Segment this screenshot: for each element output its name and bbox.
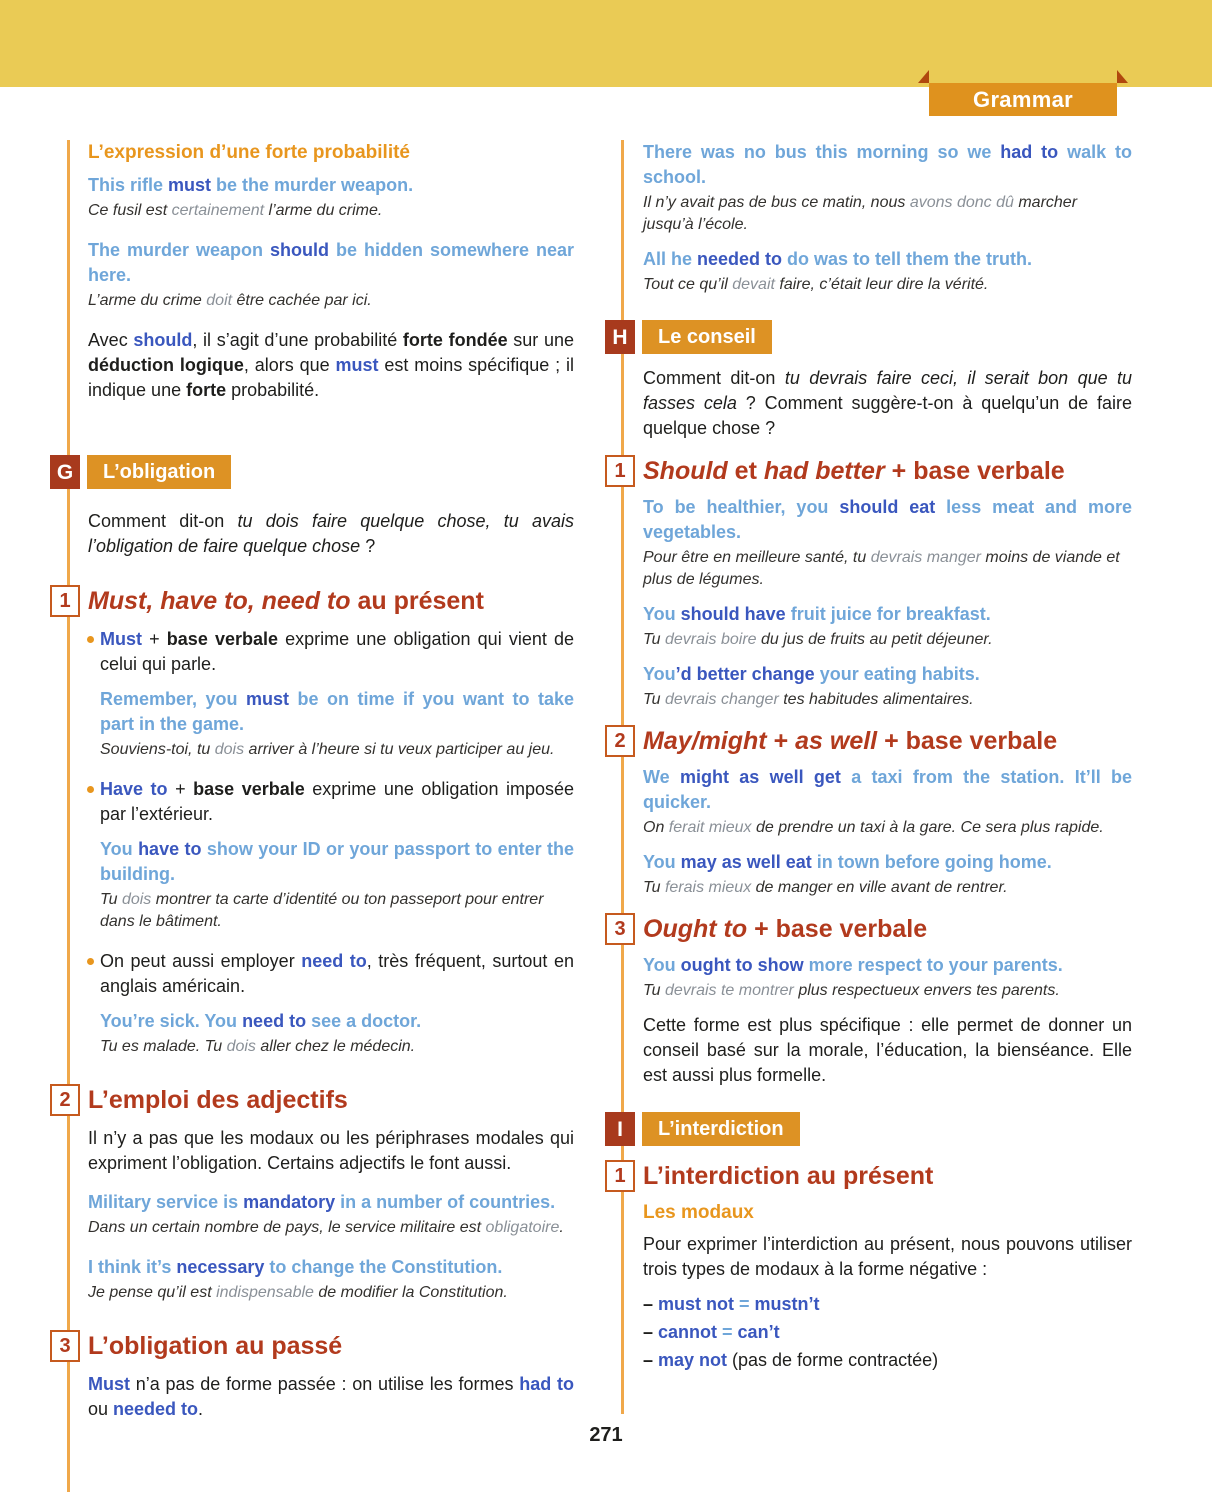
french-translation	[643, 274, 1132, 296]
section-letter: G	[50, 455, 80, 489]
text-segment: ? Comment suggère-t-on à quelqu’un de faire quelque chose ?	[643, 393, 1133, 438]
text-segment: your eating habits.	[814, 664, 980, 684]
text-segment: mandatory	[243, 1192, 336, 1212]
text-segment: .	[198, 1399, 204, 1419]
text-segment: =	[717, 1322, 738, 1342]
paragraph	[50, 1126, 574, 1176]
text-segment: ou	[88, 1399, 114, 1419]
example-block	[50, 173, 574, 222]
text-segment: ferais mieux	[664, 879, 752, 896]
text-segment: dois	[226, 1038, 256, 1055]
english-sentence	[643, 140, 1132, 190]
text-segment: Avec	[88, 330, 134, 350]
text-segment: more respect to your parents.	[803, 955, 1063, 975]
text-segment: L’arme du crime	[88, 292, 207, 309]
section-header	[605, 320, 1132, 354]
text-segment: montrer ta carte d’identité ou ton passeport pour entrer dans le bâtiment.	[100, 891, 544, 930]
text-segment: Ce fusil est	[88, 202, 172, 219]
text-segment: , très fréquent, surtout en anglais américain.	[100, 951, 574, 996]
english-sentence	[643, 602, 1132, 627]
text-segment: exprime une obligation imposée par l’extérieur.	[100, 779, 575, 824]
paragraph	[605, 1013, 1132, 1088]
text-segment: You	[643, 955, 681, 975]
text-segment: probabilité.	[226, 380, 320, 400]
text-segment: see a doctor.	[306, 1011, 422, 1031]
text-segment: exprime une obligation qui vient de celui qui parle.	[100, 629, 575, 674]
text-segment: You	[643, 852, 681, 872]
text-segment: +	[766, 727, 796, 755]
text-segment: Remember, you	[100, 689, 247, 709]
text-segment: Il n’y a pas que les modaux ou les périphrases modales qui expriment l’obligation. Certains adjectifs le font aussi.	[88, 1128, 574, 1173]
subheading	[50, 1084, 574, 1116]
french-translation	[100, 1036, 574, 1058]
text-segment: must not	[658, 1294, 735, 1314]
example-block	[605, 662, 1132, 711]
text-segment: =	[734, 1294, 755, 1314]
text-segment: All he	[643, 249, 698, 269]
subheading-number: 3	[50, 1330, 80, 1362]
grammar-tab	[929, 83, 1117, 116]
text-segment: must	[335, 355, 379, 375]
text-segment: arriver à l’heure si tu veux participer au jeu.	[244, 741, 555, 758]
french-translation	[88, 1282, 574, 1304]
french-translation	[88, 1217, 574, 1239]
text-segment: tu dois faire quelque chose, tu avais l’obligation de faire quelque chose	[88, 511, 574, 556]
text-segment: devrais boire	[664, 631, 757, 648]
list-item	[643, 1292, 1132, 1317]
text-segment: be hidden somewhere near here.	[88, 240, 574, 285]
paragraph	[50, 328, 574, 403]
example-block	[50, 1009, 574, 1058]
english-sentence	[88, 1190, 574, 1215]
english-sentence	[643, 765, 1132, 815]
subheading-title	[88, 586, 484, 616]
text-segment: est moins spécifique ; il indique une	[88, 355, 574, 400]
english-sentence	[643, 495, 1132, 545]
text-segment: aller chez le médecin.	[255, 1038, 416, 1055]
text-segment: I think it’s	[88, 1257, 177, 1277]
page-number: 271	[589, 1424, 623, 1446]
text-segment: as well	[795, 727, 878, 755]
english-sentence	[643, 662, 1132, 687]
text-segment: faire, c’était leur dire la vérité.	[774, 276, 989, 293]
list-item	[643, 1320, 1132, 1345]
example-block	[50, 238, 574, 312]
section-title: L’interdiction	[642, 1112, 800, 1146]
text-segment: ’d better change	[675, 664, 815, 684]
text-segment: devait	[732, 276, 775, 293]
text-segment: + base verbale	[884, 457, 1065, 485]
text-segment: base verbale	[193, 779, 305, 799]
text-segment: base verbale	[166, 629, 279, 649]
section-letter: H	[605, 320, 635, 354]
text-segment: walk to school.	[643, 142, 1132, 187]
paragraph	[50, 1372, 574, 1422]
french-translation	[643, 192, 1132, 236]
french-translation	[643, 980, 1132, 1002]
text-segment: , il s’agit d’une probabilité	[192, 330, 403, 350]
text-segment: L’emploi des adjectifs	[88, 1086, 348, 1114]
text-segment: être cachée par ici.	[232, 292, 372, 309]
text-segment: needed to	[697, 249, 783, 269]
subheading-title	[88, 1331, 342, 1361]
text-segment: Tu es malade. Tu	[100, 1038, 227, 1055]
text-segment: Pour exprimer l’interdiction au présent, nous pouvons utiliser trois types de modaux à la forme négative :	[643, 1234, 1132, 1279]
text-segment: must	[246, 689, 290, 709]
subheading-number: 2	[605, 725, 635, 757]
bullet-dot-icon	[87, 636, 94, 643]
example-block	[605, 953, 1132, 1002]
text-segment: Comment dit-on	[88, 511, 238, 531]
text-segment: had better	[763, 457, 885, 485]
subheading-title	[643, 456, 1065, 486]
bullet-text	[100, 951, 574, 996]
example-block	[605, 850, 1132, 899]
bullet-dot-icon	[87, 786, 94, 793]
text-segment: On	[643, 819, 669, 836]
text-segment: Il n’y avait pas de bus ce matin, nous	[643, 194, 910, 211]
text-segment: should	[133, 330, 193, 350]
text-segment: To be healthier, you	[643, 497, 840, 517]
text-segment: to change the Constitution.	[264, 1257, 503, 1277]
text-segment: show your ID or your passport to enter the building.	[100, 839, 574, 884]
text-segment: obligatoire	[485, 1219, 560, 1236]
paragraph	[605, 1232, 1132, 1282]
french-translation	[100, 739, 574, 761]
french-translation	[643, 629, 1132, 651]
top-band	[0, 0, 1212, 87]
example-block	[50, 1190, 574, 1239]
text-segment: On peut aussi employer	[100, 951, 302, 971]
text-segment: Comment dit-on	[643, 368, 785, 388]
section-title: Le conseil	[642, 320, 772, 354]
english-sentence	[88, 238, 574, 288]
text-segment: plus respectueux envers tes parents.	[793, 982, 1060, 999]
english-sentence	[100, 687, 574, 737]
subheading	[605, 1160, 1132, 1192]
text-segment: tu devrais faire ceci, il serait bon que tu fasses cela	[643, 368, 1132, 413]
text-segment: L’interdiction au présent	[643, 1162, 934, 1190]
text-segment: forte	[186, 380, 227, 400]
english-sentence	[643, 850, 1132, 875]
text-segment: Souviens-toi, tu	[100, 741, 215, 758]
subheading-title	[643, 1161, 933, 1191]
text-segment: (pas de forme contractée)	[727, 1350, 939, 1370]
text-segment: Dans un certain nombre de pays, le service militaire est	[88, 1219, 486, 1236]
section-header	[50, 455, 574, 489]
text-segment: marcher jusqu’à l’école.	[643, 194, 1078, 233]
text-segment: Should	[643, 457, 728, 485]
subheading-number: 1	[605, 1160, 635, 1192]
text-segment: should	[269, 240, 329, 260]
french-translation	[643, 547, 1132, 591]
text-segment: be on time if you want to take part in the game.	[100, 689, 574, 734]
french-translation	[643, 689, 1132, 711]
text-segment: tes habitudes alimentaires.	[778, 691, 974, 708]
text-segment: –	[643, 1322, 659, 1342]
subheading-title	[88, 1085, 348, 1115]
subheading	[605, 913, 1132, 945]
text-segment: Military service is	[88, 1192, 244, 1212]
text-segment: déduction logique	[88, 355, 244, 375]
text-segment: , alors que	[243, 355, 336, 375]
text-segment: necessary	[176, 1257, 265, 1277]
subheading	[605, 725, 1132, 757]
text-segment: Have to	[100, 779, 168, 799]
text-segment: Tu	[100, 891, 122, 908]
text-segment: should eat	[839, 497, 936, 517]
subheading-number: 1	[605, 455, 635, 487]
example-block	[50, 687, 574, 761]
text-segment: + base verbale	[877, 727, 1058, 755]
example-block	[605, 140, 1132, 236]
text-segment: Cette forme est plus spécifique : elle permet de donner un conseil basé sur la morale, l’éducation, la bienséance. Elle est aussi plus formelle.	[643, 1015, 1132, 1085]
text-segment: certainement	[171, 202, 265, 219]
text-segment: Tu	[643, 631, 665, 648]
text-segment: ought to show	[680, 955, 804, 975]
text-segment: mustn’t	[754, 1294, 820, 1314]
french-translation	[100, 889, 574, 933]
text-segment: devrais te montrer	[664, 982, 794, 999]
text-segment: had to	[1000, 142, 1059, 162]
example-block	[605, 765, 1132, 839]
text-segment: Tu	[643, 982, 665, 999]
text-segment: de modifier la Constitution.	[313, 1284, 508, 1301]
text-segment: should have	[680, 604, 786, 624]
text-segment: L’obligation au passé	[88, 1332, 343, 1360]
text-segment: ferait mieux	[668, 819, 752, 836]
text-segment: must	[168, 175, 212, 195]
section-title: L’obligation	[87, 455, 231, 489]
text-segment: de manger en ville avant de rentrer.	[751, 879, 1008, 896]
bullet-item	[50, 777, 574, 827]
text-segment: This rifle	[88, 175, 169, 195]
text-segment: cannot	[658, 1322, 718, 1342]
text-segment: less meat and more vegetables.	[643, 497, 1132, 542]
text-segment: dois	[214, 741, 245, 758]
text-segment: in a number of countries.	[335, 1192, 556, 1212]
text-segment: forte fondée	[402, 330, 508, 350]
text-segment: Je pense qu’il est	[88, 1284, 217, 1301]
mini-heading: Les modaux	[643, 1202, 754, 1223]
text-segment: Tout ce qu’il	[643, 276, 733, 293]
text-segment: needed to	[113, 1399, 199, 1419]
text-segment: sur une	[507, 330, 574, 350]
text-segment: au présent	[350, 587, 484, 615]
example-block	[605, 247, 1132, 296]
example-block	[605, 602, 1132, 651]
grammar-tab-label: Grammar	[973, 86, 1073, 112]
text-segment: dois	[121, 891, 152, 908]
text-segment: .	[559, 1219, 564, 1236]
text-segment: The murder weapon	[88, 240, 270, 260]
example-block	[50, 837, 574, 933]
section-header	[605, 1112, 1132, 1146]
text-segment: Ought to	[643, 915, 748, 943]
text-segment: You	[643, 604, 681, 624]
lead-heading: L’expression d’une forte probabilité	[88, 142, 410, 163]
english-sentence	[88, 1255, 574, 1280]
bullet-dot-icon	[87, 958, 94, 965]
french-translation	[88, 290, 574, 312]
french-translation	[643, 877, 1132, 899]
text-segment: devrais manger	[870, 549, 981, 566]
text-segment: Tu	[643, 691, 665, 708]
text-segment: et	[727, 457, 764, 485]
english-sentence	[643, 247, 1132, 272]
subheading	[50, 585, 574, 617]
left-column	[50, 140, 574, 1436]
bullet-item	[50, 627, 574, 677]
text-segment: can’t	[737, 1322, 780, 1342]
text-segment: doit	[206, 292, 233, 309]
example-block	[50, 1255, 574, 1304]
bullet-item	[50, 949, 574, 999]
text-segment: Tu	[643, 879, 665, 896]
text-segment: n’a pas de forme passée : on utilise les formes	[130, 1374, 520, 1394]
text-segment: do was to tell them the truth.	[782, 249, 1033, 269]
text-segment: Must, have to, need to	[88, 587, 351, 615]
paragraph	[605, 366, 1132, 441]
text-segment: may as well eat	[680, 852, 812, 872]
text-segment: moins de viande et plus de légumes.	[643, 549, 1120, 588]
text-segment: might as well get	[679, 767, 841, 787]
text-segment: du jus de fruits au petit déjeuner.	[756, 631, 993, 648]
list-item	[643, 1348, 1132, 1373]
text-segment: need to	[242, 1011, 307, 1031]
text-segment: l’arme du crime.	[264, 202, 383, 219]
text-segment: May/might	[643, 727, 767, 755]
text-segment: Must	[100, 629, 142, 649]
english-sentence	[100, 837, 574, 887]
text-segment: had to	[519, 1374, 574, 1394]
text-segment: have to	[138, 839, 202, 859]
text-segment: There was no bus this morning so we	[643, 142, 1001, 162]
text-segment: + base verbale	[747, 915, 928, 943]
subheading-title	[643, 726, 1057, 756]
text-segment: may not	[658, 1350, 728, 1370]
text-segment: You’re sick. You	[100, 1011, 243, 1031]
subheading	[605, 455, 1132, 487]
text-segment: Pour être en meilleure santé, tu	[643, 549, 871, 566]
right-column	[605, 140, 1132, 1376]
text-segment: We	[643, 767, 680, 787]
subheading-title	[643, 914, 927, 944]
example-block	[605, 495, 1132, 591]
text-segment: Must	[88, 1374, 130, 1394]
text-segment: You	[643, 664, 676, 684]
french-translation	[88, 200, 574, 222]
text-segment: fruit juice for breakfast.	[785, 604, 991, 624]
paragraph	[50, 509, 574, 559]
text-segment: de prendre un taxi à la gare. Ce sera plus rapide.	[751, 819, 1104, 836]
subheading-number: 2	[50, 1084, 80, 1116]
modal-list	[605, 1292, 1132, 1373]
section-letter: I	[605, 1112, 635, 1146]
text-segment: need to	[301, 951, 367, 971]
text-segment: a taxi from the station. It’ll be quicker.	[643, 767, 1133, 812]
text-segment: indispensable	[216, 1284, 314, 1301]
english-sentence	[643, 953, 1132, 978]
bullet-text	[100, 629, 574, 674]
subheading	[50, 1330, 574, 1362]
text-segment: +	[167, 779, 194, 799]
text-segment: be the murder weapon.	[211, 175, 414, 195]
text-segment: +	[142, 629, 167, 649]
subheading-number: 1	[50, 585, 80, 617]
subheading-number: 3	[605, 913, 635, 945]
french-translation	[643, 817, 1132, 839]
english-sentence	[88, 173, 574, 198]
text-segment: devrais changer	[664, 691, 779, 708]
text-segment: in town before going home.	[811, 852, 1052, 872]
text-segment: –	[643, 1350, 659, 1370]
text-segment: –	[643, 1294, 659, 1314]
bullet-text	[100, 779, 574, 824]
english-sentence	[100, 1009, 574, 1034]
text-segment: avons donc dû	[909, 194, 1014, 211]
text-segment: ?	[360, 536, 376, 556]
text-segment: You	[100, 839, 139, 859]
